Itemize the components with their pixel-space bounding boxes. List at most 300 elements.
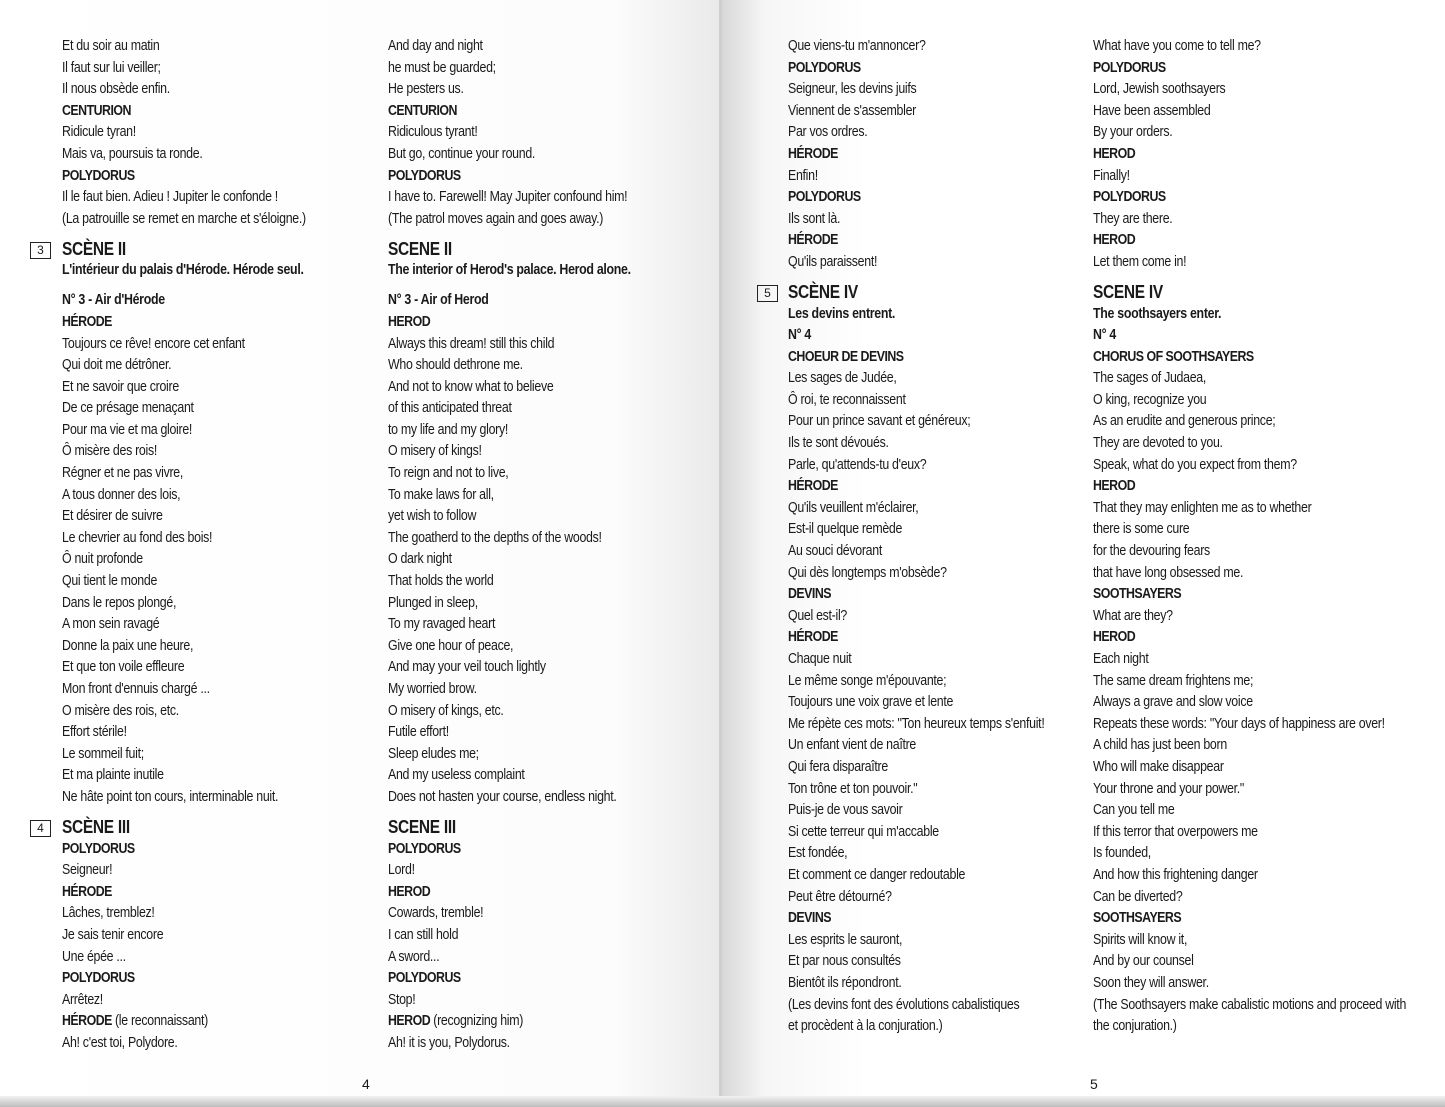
text-line [388,398,663,420]
text-line-text: there is some cure [1093,521,1190,538]
text-line [788,714,1046,736]
scene-heading [1093,282,1385,304]
speaker-name [388,101,663,123]
text-line-text: O king, recognize you [1093,391,1207,408]
text-line-text: The goatherd to the depths of the woods! [388,529,602,546]
text-line [788,822,1046,844]
text-line-text: Régner et ne pas vivre, [62,465,184,482]
text-line [62,1033,337,1055]
spacer [62,809,382,817]
text-line-text: Le chevrier au fond des bois! [62,529,213,546]
text-line [388,990,663,1012]
text-line [1093,36,1385,58]
text-line-text: Qui tient le monde [62,573,158,590]
text-line [788,519,1046,541]
text-line [62,485,337,507]
text-line-text: Le même songe m'épouvante; [788,672,947,689]
french-column-left [62,36,382,1054]
text-line-text: Une épée ... [62,948,126,965]
text-line-text: But go, continue your round. [388,145,536,162]
text-line-text: Lâches, tremblez! [62,905,155,922]
text-line-text: yet wish to follow [388,508,477,525]
text-line-text: I have to. Farewell! May Jupiter confound him! [388,189,628,206]
text-line-text: And may your veil touch lightly [388,659,546,676]
text-line-text: Always a grave and slow voice [1093,694,1253,711]
speaker-name [788,58,1046,80]
text-line-text: Futile effort! [388,724,449,741]
speaker-name-text: POLYDORUS [388,970,461,987]
text-line-text: Ils te sont dévoués. [788,435,889,452]
text-line-text: that have long obsessed me. [1093,564,1244,581]
text-line [62,744,337,766]
text-line [788,800,1046,822]
text-line-text: (The Soothsayers make cabalistic motions and proceed with the conjuration.) [1093,996,1407,1035]
text-line-text: If this terror that overpowers me [1093,823,1258,840]
text-line-text: Speak, what do you expect from them? [1093,456,1297,473]
text-line [62,765,337,787]
text-line-text: A mon sein ravagé [62,616,160,633]
right-page [722,0,1445,1107]
text-line [62,144,337,166]
text-line [1093,519,1385,541]
text-line-text: Mon front d'ennuis chargé ... [62,681,210,697]
text-line [788,498,1046,520]
text-line [1093,887,1385,909]
speaker-name-text: POLYDORUS [1093,59,1166,76]
text-line-text: Bientôt ils répondront. [788,974,902,991]
speaker-name [788,584,1046,606]
stage-heading [1093,325,1385,347]
speaker-name-text: POLYDORUS [1093,189,1166,206]
spacer [1093,274,1433,282]
speaker-name-text: DEVINS [788,586,831,603]
scene-heading [62,239,337,261]
speaker-name-text: POLYDORUS [788,189,861,206]
text-line-text: What are they? [1093,607,1173,624]
page-number-left: 4 [362,1076,370,1092]
scene-heading [62,817,337,839]
text-line [388,209,663,231]
text-line [788,735,1046,757]
spacer [788,274,1088,282]
text-line-text: he must be guarded; [388,59,496,76]
text-line [1093,101,1385,123]
text-line [62,420,337,442]
text-line [62,990,337,1012]
text-line [388,925,663,947]
text-line-text: Donne la paix une heure, [62,637,194,654]
text-line [1093,692,1385,714]
text-line-text: Give one hour of peace, [388,637,514,654]
text-line-text: Can be diverted? [1093,888,1183,905]
text-line-text: Stop! [388,991,416,1008]
text-line [788,779,1046,801]
scene-heading-text: SCENE IV [1093,281,1163,302]
text-line [388,903,663,925]
text-line [788,79,1046,101]
text-line-text: Est fondée, [788,845,848,862]
text-line-text: To make laws for all, [388,486,494,503]
speaker-name-text: HEROD [388,1013,431,1030]
text-line-text: Let them come in! [1093,253,1187,270]
text-line-text: O misery of kings! [388,443,482,460]
speaker-name-text: HEROD [1093,232,1136,249]
text-line-text: They are devoted to you. [1093,435,1223,452]
text-line-text: Puis-je de vous savoir [788,802,903,819]
text-line [62,398,337,420]
text-line-text: Ne hâte point ton cours, interminable nuit. [62,788,279,805]
scene-heading-text: SCENE II [388,238,452,259]
text-line [388,485,663,507]
text-line [1093,973,1385,995]
speaker-name-text: POLYDORUS [388,167,461,184]
text-line [62,787,337,809]
text-line-text: De ce présage menaçant [62,400,194,417]
spacer [388,282,708,290]
text-line [388,722,663,744]
text-line-text: A tous donner des lois, [62,486,181,503]
speaker-name [1093,347,1385,369]
text-line-text: Et que ton voile effleure [62,659,185,676]
text-line [788,122,1046,144]
text-line-text: Et du soir au matin [62,38,160,54]
text-line [788,368,1046,390]
text-line [388,549,663,571]
text-line [1093,209,1385,231]
text-line-text: And my useless complaint [388,767,525,784]
speaker-name [62,1011,337,1033]
text-line [1093,433,1385,455]
text-line-text: Lord! [388,862,415,879]
text-line [388,506,663,528]
speaker-name-text: CHOEUR DE DEVINS [788,348,904,365]
text-line-text: Pour ma vie et ma gloire! [62,421,193,438]
text-line-text: Enfin! [788,167,818,184]
text-line [788,930,1046,952]
text-line-text: And day and night [388,38,483,54]
text-line [62,209,337,231]
text-line [788,411,1046,433]
text-line-text: And how this frightening danger [1093,866,1258,883]
stage-heading-text: N° 3 - Air d'Hérode [62,292,165,309]
text-line [62,925,337,947]
speaker-name-text: HEROD [1093,145,1136,162]
text-line [388,614,663,636]
left-page [0,0,722,1107]
text-line-text: Who will make disappear [1093,758,1224,775]
text-line-text: Et par nous consultés [788,953,901,970]
text-line [388,144,663,166]
text-line-text: Mais va, poursuis ta ronde. [62,145,203,162]
text-line-text: Qui dès longtemps m'obsède? [788,564,947,581]
speaker-name [388,839,663,861]
stage-heading [62,290,337,312]
text-line-text: Finally! [1093,167,1130,184]
text-line [388,947,663,969]
text-line [388,58,663,80]
text-line [62,860,337,882]
speaker-name-text: CHORUS OF SOOTHSAYERS [1093,348,1254,365]
text-line [1093,252,1385,274]
text-line-text: Quel est-il? [788,607,847,624]
speaker-name-text: DEVINS [788,910,831,927]
text-line [1093,411,1385,433]
text-line-text: Les sages de Judée, [788,370,897,387]
text-line [388,744,663,766]
text-line [388,420,663,442]
text-line [1093,843,1385,865]
text-line-text: Je sais tenir encore [62,926,164,943]
text-line-text: O misère des rois, etc. [62,702,179,719]
text-line-text: Seigneur! [62,862,113,879]
text-line [388,657,663,679]
text-line-text: And by our counsel [1093,953,1194,970]
text-line [1093,822,1385,844]
text-line [1093,649,1385,671]
text-line-text: Ô nuit profonde [62,551,143,568]
french-column-right [788,36,1088,1038]
speaker-name [788,908,1046,930]
text-line-text: By your orders. [1093,124,1173,141]
text-line [62,506,337,528]
text-line [1093,951,1385,973]
text-line [62,722,337,744]
text-line-text: (The patrol moves again and goes away.) [388,210,604,227]
text-line [1093,122,1385,144]
speaker-name [388,312,663,334]
text-line [62,593,337,615]
text-line-text: Au souci dévorant [788,543,882,560]
speaker-name-text: HÉRODE [788,478,838,495]
text-line [1093,865,1385,887]
text-line-text: Est-il quelque remède [788,521,903,538]
text-line-text: Et ne savoir que croire [62,378,179,395]
text-line-text: Et désirer de suivre [62,508,163,525]
speaker-name [788,144,1046,166]
text-line [62,122,337,144]
text-line [388,122,663,144]
speaker-name [1093,908,1385,930]
speaker-name [1093,187,1385,209]
text-line [62,636,337,658]
text-line [388,528,663,550]
text-line [788,649,1046,671]
scene-track-marker: 3 [30,242,51,259]
text-line [1093,166,1385,188]
text-line [62,571,337,593]
text-line-text: Your throne and your power." [1093,780,1245,797]
text-line [388,36,663,58]
text-line-text: My worried brow. [388,681,477,697]
text-line-text: Plunged in sleep, [388,594,478,611]
scene-heading [788,282,1046,304]
text-line [1093,757,1385,779]
stage-direction: (recognizing him) [430,1013,524,1030]
scene-heading [388,239,663,261]
speaker-name-text: POLYDORUS [62,167,135,184]
text-line-text: Si cette terreur qui m'accable [788,823,939,840]
speaker-name [788,476,1046,498]
text-line [388,355,663,377]
scene-track-marker: 5 [757,285,778,302]
text-line-text: Ah! c'est toi, Polydore. [62,1034,178,1051]
speaker-name-text: POLYDORUS [62,840,135,857]
text-line [788,865,1046,887]
text-line [62,947,337,969]
text-line-text: Seigneur, les devins juifs [788,81,917,98]
text-line [1093,455,1385,477]
text-line-text: Toujours ce rêve! encore cet enfant [62,335,245,352]
stage-heading-text: N° 4 [1093,327,1117,344]
speaker-name-text: HÉRODE [62,313,112,330]
text-line-text: The sages of Judaea, [1093,370,1207,387]
speaker-name-text: HÉRODE [788,629,838,646]
stage-heading [388,260,663,282]
stage-heading-text: Les devins entrent. [788,305,896,322]
text-line-text: Me répète ces mots: "Ton heureux temps s'enfuit! [788,715,1045,732]
text-line-text: The same dream frightens me; [1093,672,1254,689]
text-line [62,355,337,377]
text-line-text: Parle, qu'attends-tu d'eux? [788,456,927,473]
text-line [788,692,1046,714]
text-line [1093,563,1385,585]
speaker-name-text: HEROD [1093,629,1136,646]
text-line [62,463,337,485]
text-line-text: Cowards, tremble! [388,905,484,922]
spacer [62,230,382,238]
text-line-text: To my ravaged heart [388,616,496,633]
page-number-right: 5 [1090,1076,1098,1092]
text-line-text: Ridiculous tyrant! [388,124,478,141]
text-line [788,843,1046,865]
text-line [388,463,663,485]
text-line [788,455,1046,477]
text-line-text: Toujours une voix grave et lente [788,694,954,711]
text-line-text: A sword... [388,948,440,965]
text-line-text: Et ma plainte inutile [62,767,164,784]
stage-heading [388,290,663,312]
stage-heading-text: The soothsayers enter. [1093,305,1222,322]
text-line [1093,995,1420,1038]
english-column-left [388,36,708,1054]
speaker-name [62,166,337,188]
text-line-text: Il faut sur lui veiller; [62,59,161,76]
speaker-name-text: POLYDORUS [388,840,461,857]
spacer [388,809,708,817]
stage-heading [62,260,337,282]
speaker-name-text: CENTURION [62,102,131,119]
text-line [1093,735,1385,757]
text-line [1093,498,1385,520]
text-line [388,334,663,356]
scene-heading-text: SCÈNE II [62,238,126,259]
text-line [788,101,1046,123]
text-line-text: A child has just been born [1093,737,1227,754]
speaker-name-text: CENTURION [388,102,457,119]
text-line [62,79,337,101]
text-line [62,549,337,571]
text-line-text: Repeats these words: "Your days of happiness are over! [1093,715,1385,732]
speaker-name [62,101,337,123]
speaker-name [1093,584,1385,606]
speaker-name [1093,627,1385,649]
text-line-text: What have you come to tell me? [1093,38,1261,54]
stage-heading-text: N° 3 - Air of Herod [388,292,489,309]
text-line [788,757,1046,779]
text-line [388,593,663,615]
text-line [388,860,663,882]
text-line [788,252,1046,274]
scene-track-marker: 4 [30,820,51,837]
text-line-text: Pour un prince savant et généreux; [788,413,971,430]
text-line-text: Viennent de s'assembler [788,102,916,119]
text-line-text: Soon they will answer. [1093,974,1209,991]
text-line-text: Que viens-tu m'annoncer? [788,38,926,54]
text-line-text: I can still hold [388,926,459,943]
spacer [388,230,708,238]
text-line-text: Qui doit me détrôner. [62,357,172,374]
text-line [788,209,1046,231]
text-line-text: That holds the world [388,573,494,590]
text-line [1093,930,1385,952]
text-line-text: That they may enlighten me as to whether [1093,499,1312,516]
text-line-text: As an erudite and generous prince; [1093,413,1276,430]
text-line-text: to my life and my glory! [388,421,509,438]
english-column-right [1093,36,1433,1038]
text-line [62,187,337,209]
text-line [62,679,337,701]
text-line-text: He pesters us. [388,81,464,98]
text-line [388,1033,663,1055]
text-line-text: Un enfant vient de naître [788,737,917,754]
speaker-name [1093,476,1385,498]
speaker-name [388,968,663,990]
text-line [62,701,337,723]
text-line-text: Spirits will know it, [1093,931,1188,948]
speaker-name [388,166,663,188]
stage-heading-text: N° 4 [788,327,812,344]
text-line [1093,390,1385,412]
text-line [388,187,663,209]
speaker-name [62,968,337,990]
text-line [788,36,1046,58]
text-line [62,528,337,550]
text-line [1093,779,1385,801]
text-line [788,563,1046,585]
text-line-text: Is founded, [1093,845,1151,862]
text-line-text: And not to know what to believe [388,378,554,395]
text-line [388,636,663,658]
text-line-text: Who should dethrone me. [388,357,523,374]
speaker-name [1093,58,1385,80]
speaker-name-text: HÉRODE [788,232,838,249]
scene-heading-text: SCÈNE III [62,816,130,837]
text-line-text: Each night [1093,651,1149,668]
scene-heading [388,817,663,839]
text-line-text: Chaque nuit [788,651,852,668]
text-line-text: O dark night [388,551,452,568]
text-line [788,951,1046,973]
text-line [1093,714,1385,736]
text-line [1093,368,1385,390]
text-line [388,377,663,399]
text-line-text: Peut être détourné? [788,888,892,905]
text-line-text: To reign and not to live, [388,465,509,482]
page-bottom-edge [0,1096,1445,1107]
text-line-text: of this anticipated threat [388,400,512,417]
text-line [388,701,663,723]
speaker-name-text: POLYDORUS [62,970,135,987]
